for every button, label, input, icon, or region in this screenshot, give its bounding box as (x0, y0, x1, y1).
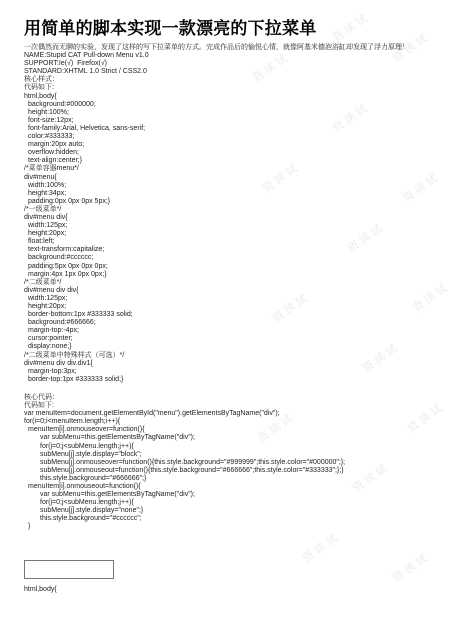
css-code-line: margin-top:-4px; (28, 327, 79, 335)
watermark-text: 资 读 试 (260, 162, 300, 195)
js-code-line: this.style.background="#666666";} (40, 474, 147, 482)
js-code-line: for(i=0;i<menuItem.length;i++){ (24, 418, 121, 426)
watermark-text: 资 读 试 (360, 342, 400, 375)
css-code-line: height:20px; (28, 303, 67, 310)
js-code-line: for(j=0;j<subMenu.length;j++){ (40, 499, 134, 507)
css-code-line: padding:0px 0px 0px 5px;} (28, 197, 111, 205)
js-code-line: this.style.background="#cccccc"; (40, 515, 142, 523)
meta-standard: STANDARD:XHTML 1.0 Strict / CSS2.0 (24, 68, 147, 76)
css-code-line: text-transform:capitalize; (28, 246, 105, 254)
js-code-line: var subMenu=this.getElementsByTagName("div"); (40, 434, 195, 442)
js-code-line: menuItem[i].onmouseover=function(){ (28, 426, 145, 434)
css-code-line: div#menu{ (24, 173, 57, 181)
code-heading-css: 代码如下: (24, 84, 54, 92)
watermark-text: 资 读 试 (330, 12, 370, 45)
demo-menu-box[interactable] (24, 560, 114, 579)
css-code-line: display:none;} (28, 343, 72, 351)
article-body (24, 44, 424, 532)
css-code-line: border-bottom:1px #333333 solid; (28, 311, 133, 319)
page-title: 用简单的脚本实现一款漂亮的下拉菜单 (24, 19, 317, 38)
css-code-line: /*一级菜单*/ (24, 205, 62, 213)
js-code-line: menuItem[i].onmouseout=function(){ (28, 482, 141, 490)
css-code-line: /*菜单容器menu*/ (24, 165, 79, 173)
css-code-line: html,body{ (24, 92, 57, 100)
js-code-line: var menuItem=document.getElementById("menu").getElementsByTagName("div"); (24, 410, 280, 418)
css-code-line: font-size:12px; (28, 116, 74, 124)
core-code-heading: 核心代码： (24, 393, 59, 401)
watermark-text: 资 读 试 (345, 222, 385, 255)
watermark-text: 资 读 试 (405, 402, 445, 435)
css-code-line: overflow:hidden; (28, 149, 79, 157)
code-heading-js: 代码如下: (24, 402, 54, 410)
css-code-block (24, 93, 424, 384)
watermark-text: 资 读 试 (270, 292, 310, 325)
css-code-line: height:20px; (28, 230, 67, 238)
watermark-text: 资 读 试 (400, 172, 440, 205)
css-code-line: height:100%; (28, 108, 69, 116)
css-code-line: div#menu div div{ (24, 286, 79, 294)
css-code-line: float:left; (28, 238, 55, 246)
tail-code-line: html,body{ (24, 586, 57, 593)
css-code-line: width:125px; (28, 222, 68, 230)
js-code-line: var subMenu=this.getElementsByTagName("div"); (40, 491, 195, 499)
watermark-text: 资 读 试 (250, 52, 290, 85)
js-code-block (24, 410, 424, 531)
css-code-line: height:34px; (28, 189, 67, 197)
css-code-line: padding:5px 0px 0px 0px; (28, 262, 108, 270)
css-code-line: margin:4px 1px 0px 0px;} (28, 270, 107, 278)
watermark-text: 资 读 试 (330, 102, 370, 135)
css-code-line: div#menu div div.div1{ (24, 359, 93, 367)
css-code-line: color:#333333; (28, 133, 75, 141)
css-code-line: cursor:pointer; (28, 335, 73, 343)
css-code-line: font-family:Arial, Helvetica, sans-serif; (28, 124, 146, 132)
watermark-text: 资 读 试 (300, 532, 340, 565)
meta-support: SUPPORT:Ie(√) Firefox(√) (24, 60, 108, 68)
js-code-line: subMenu[j].onmouseout=function(){this.style.background="#666666";this.style.color="#333333";};} (40, 466, 344, 474)
css-code-line: text-align:center;} (28, 157, 83, 165)
watermark-text: 资 读 试 (350, 462, 390, 495)
css-code-line: background:#cccccc; (28, 254, 94, 262)
css-code-line: border-top:1px #333333 solid;} (28, 375, 124, 383)
js-code-line: } (28, 523, 31, 531)
css-code-line: div#menu div{ (24, 213, 68, 221)
css-code-line: width:125px; (28, 294, 68, 302)
css-code-line: background:#000000; (28, 100, 96, 108)
css-code-line: /*二级菜单中特殊样式（可选）*/ (24, 351, 125, 359)
js-code-line: for(j=0;j<subMenu.length;j++){ (40, 442, 134, 450)
watermark-text: 资 读 试 (390, 32, 430, 65)
css-code-line: width:100%; (28, 181, 67, 189)
watermark-text: 资 读 试 (390, 552, 430, 585)
watermark-text: 资 读 试 (255, 412, 295, 445)
meta-name: NAME:Stupid CAT Pull-down Menu v1.0 (24, 52, 149, 60)
js-code-line: subMenu[j].style.display="none";} (40, 507, 144, 515)
watermark-text: 资 读 试 (410, 282, 450, 315)
css-code-line: /*二级菜单*/ (24, 278, 62, 286)
css-code-line: margin:20px auto; (28, 141, 85, 149)
css-code-line: margin-top:3px; (28, 367, 77, 375)
js-code-line: subMenu[j].style.display="block"; (40, 450, 142, 458)
js-code-line: subMenu[j].onmouseover=function(){this.style.background="#999999";this.style.color="#000000";}; (40, 458, 346, 466)
spacer (24, 384, 424, 394)
style-heading: 核心样式： (24, 76, 59, 84)
intro-paragraph: 一次偶然而无聊的实验，发现了这样的写下拉菜单的方式。完成作品后的愉悦心情，就像阿基米德泡浴缸却发现了浮力原理！ (24, 44, 409, 51)
css-code-line: background:#666666; (28, 319, 96, 327)
